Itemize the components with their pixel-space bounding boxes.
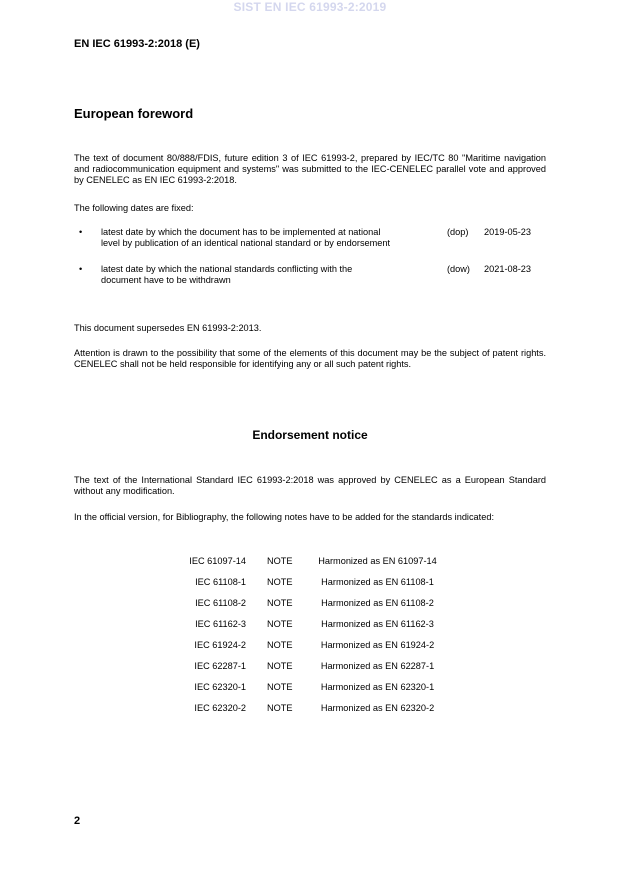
bullet-line: level by publication of an identical national standard or by endorsement — [101, 238, 391, 248]
dates-intro: The following dates are fixed: — [74, 203, 194, 213]
bullet-date: 2019-05-23 — [484, 227, 531, 237]
document-header: EN IEC 61993-2:2018 (E) — [74, 38, 200, 50]
standard-id: IEC 61162-3 — [195, 619, 246, 629]
standard-id: IEC 61108-2 — [195, 598, 246, 608]
bullet-text — [101, 227, 431, 249]
harmonized-text: Harmonized as EN 61108-2 — [321, 598, 434, 608]
harmonized-text: Harmonized as EN 62320-1 — [320, 682, 435, 692]
harmonized-text: Harmonized as EN 62287-1 — [320, 661, 435, 671]
bibliography-intro: In the official version, for Bibliography, the following notes have to be added for the standards indicated: — [74, 512, 494, 522]
harmonized-text: Harmonized as EN 61924-2 — [320, 640, 435, 650]
standard-id: IEC 61097-14 — [189, 556, 246, 566]
list-item — [150, 661, 470, 682]
note-label: NOTE — [267, 577, 293, 587]
bullet-text — [101, 264, 431, 286]
endorsement-paragraph: The text of the International Standard IEC 61993-2:2018 was approved by CENELEC as a European Standard without any modification. — [74, 475, 546, 496]
watermark: SIST EN IEC 61993-2:2019 — [233, 0, 387, 14]
harmonized-text: Harmonized as EN 62320-2 — [320, 703, 435, 713]
harmonized-notes-list — [150, 556, 470, 724]
foreword-paragraph: The text of document 80/888/FDIS, future edition 3 of IEC 61993-2, prepared by IEC/TC 80 "Maritime navigation and radiocommunication equipment and systems" was submitted to the IEC-CENELEC parallel vote and approved by CENELEC as EN IEC 61993-2:2018. — [74, 153, 546, 185]
list-item — [150, 640, 470, 661]
note-label: NOTE — [267, 661, 293, 671]
standard-id: IEC 62320-2 — [194, 703, 246, 713]
standard-id: IEC 61924-2 — [194, 640, 246, 650]
note-label: NOTE — [267, 703, 293, 713]
endorsement-notice-heading: Endorsement notice — [252, 428, 368, 442]
bullet-line: document have to be withdrawn — [101, 275, 231, 285]
note-label: NOTE — [267, 598, 293, 608]
note-label: NOTE — [267, 556, 293, 566]
list-item — [150, 682, 470, 703]
list-item — [150, 703, 470, 724]
bullet-line: latest date by which the national standards conflicting with the — [101, 264, 353, 274]
european-foreword-heading: European foreword — [74, 106, 194, 121]
harmonized-text: Harmonized as EN 61108-1 — [321, 577, 434, 587]
supersedes-text: This document supersedes EN 61993-2:2013. — [74, 323, 262, 333]
bullet-code: (dop) — [447, 227, 469, 237]
bullet-symbol: • — [79, 227, 83, 237]
list-item — [150, 556, 470, 577]
bullet-symbol: • — [79, 264, 83, 274]
standard-id: IEC 62320-1 — [194, 682, 246, 692]
list-item — [150, 577, 470, 598]
patent-attention-text: Attention is drawn to the possibility that some of the elements of this document may be the subject of patent rights. CENELEC shall not be held responsible for identifying any or all such patent rights. — [74, 348, 546, 369]
bullet-code: (dow) — [447, 264, 470, 274]
standard-id: IEC 62287-1 — [194, 661, 246, 671]
page-number: 2 — [74, 815, 81, 827]
note-label: NOTE — [267, 640, 293, 650]
harmonized-text: Harmonized as EN 61162-3 — [321, 619, 434, 629]
standard-id: IEC 61108-1 — [195, 577, 246, 587]
harmonized-text: Harmonized as EN 61097-14 — [318, 556, 437, 566]
note-label: NOTE — [267, 619, 293, 629]
bullet-date: 2021-08-23 — [484, 264, 531, 274]
bullet-line: latest date by which the document has to be implemented at national — [101, 227, 381, 237]
list-item — [150, 598, 470, 619]
note-label: NOTE — [267, 682, 293, 692]
list-item — [150, 619, 470, 640]
